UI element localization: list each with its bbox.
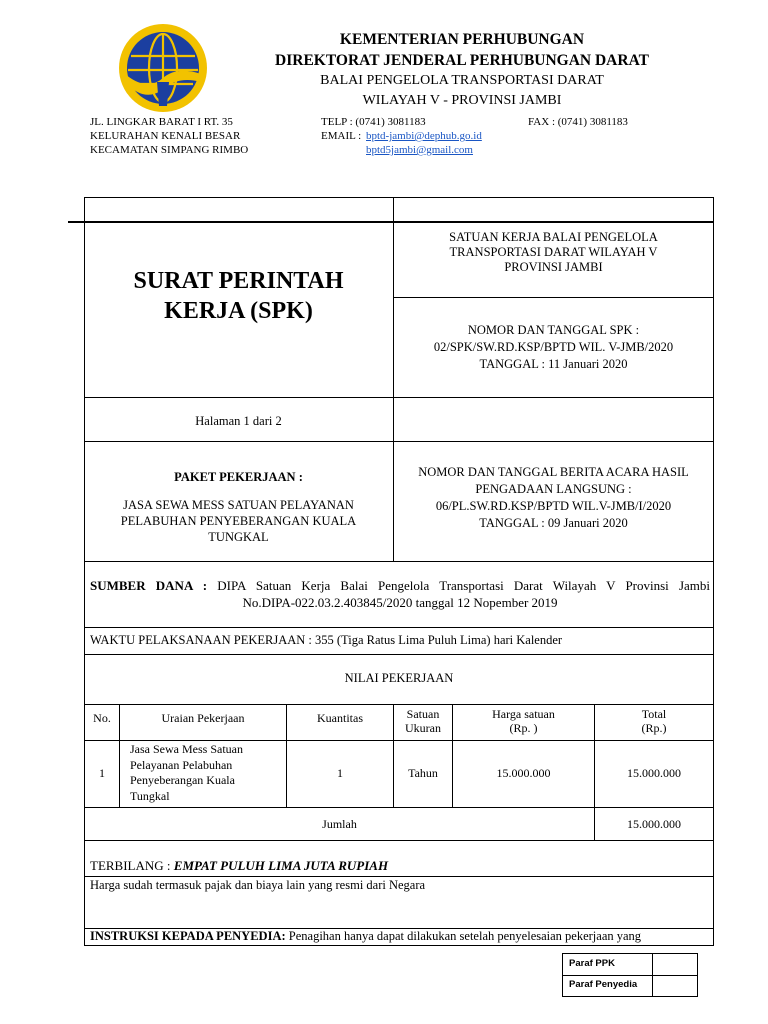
hline-945 — [84, 945, 714, 946]
frame-right — [713, 197, 714, 945]
telp: TELP : (0741) 3081183 — [321, 116, 426, 128]
jumlah-value: 15.000.000 — [627, 817, 681, 831]
region-name: WILAYAH V - PROVINSI JAMBI — [362, 93, 562, 108]
row-uraian-line: Pelayanan Pelabuhan — [130, 757, 233, 772]
satker-block — [395, 230, 712, 275]
fax: FAX : (0741) 3081183 — [528, 116, 628, 128]
sumber-dana — [90, 577, 710, 611]
row-harga: 15.000.000 — [496, 766, 551, 780]
spk-number: 02/SPK/SW.RD.KSP/BPTD WIL. V-JMB/2020 — [433, 340, 674, 354]
paraf-penyedia-label: Paraf Penyedia — [569, 979, 638, 990]
row-uraian-line: Penyeberangan Kuala — [130, 773, 235, 787]
paket-line: TUNGKAL — [208, 530, 269, 544]
ba-line: PENGADAAN LANGSUNG : — [475, 482, 632, 496]
hline-807 — [84, 807, 714, 808]
row-uraian-line: Jasa Sewa Mess Satuan — [130, 742, 243, 756]
address-line-2: KELURAHAN KENALI BESAR — [90, 130, 241, 142]
hline-876 — [84, 876, 714, 877]
ba-line: TANGGAL : 09 Januari 2020 — [479, 516, 628, 530]
satker-line: PROVINSI JAMBI — [504, 260, 603, 274]
instruksi-label: INSTRUKSI KEPADA PENYEDIA: — [90, 929, 286, 943]
th-total-line: (Rp.) — [641, 721, 667, 735]
paraf-box — [562, 953, 698, 997]
spk-title — [86, 266, 391, 326]
address-line-1: JL. LINGKAR BARAT I RT. 35 — [90, 116, 233, 128]
harga-note: Harga sudah termasuk pajak dan biaya lain yang resmi dari Negara — [90, 878, 426, 892]
th-total — [595, 707, 713, 735]
hline-840 — [84, 840, 714, 841]
ba-line: NOMOR DAN TANGGAL BERITA ACARA HASIL — [418, 465, 689, 479]
row-uraian-line: Tungkal — [130, 788, 170, 803]
hline-satker — [393, 297, 713, 298]
satker-line: SATUAN KERJA BALAI PENGELOLA — [449, 230, 658, 244]
paket-line: PELABUHAN PENYEBERANGAN KUALA — [120, 514, 357, 528]
spk-date: TANGGAL : 11 Januari 2020 — [479, 357, 628, 371]
ministry-logo — [117, 22, 209, 114]
sumber-dana-label: SUMBER DANA : — [90, 578, 208, 593]
hline-397 — [84, 397, 714, 398]
paket-block — [86, 497, 391, 545]
page-indicator: Halaman 1 dari 2 — [195, 414, 282, 428]
directorate-name: DIREKTORAT JENDERAL PERHUBUNGAN DARAT — [275, 52, 649, 69]
spk-number-label: NOMOR DAN TANGGAL SPK : — [467, 323, 640, 337]
hline-627 — [84, 627, 714, 628]
hline-441 — [84, 441, 714, 442]
hline-704 — [84, 704, 714, 705]
ba-line: 06/PL.SW.RD.KSP/BPTD WIL.V-JMB/I/2020 — [435, 499, 672, 513]
paraf-ppk-label: Paraf PPK — [569, 958, 615, 969]
hline-654 — [84, 654, 714, 655]
sumber-dana-text: DIPA Satuan Kerja Balai Pengelola Transportasi Darat Wilayah V Provinsi Jambi — [217, 578, 711, 593]
th-harga-line: (Rp. ) — [509, 721, 538, 735]
email-link-1[interactable]: bptd-jambi@dephub.go.id — [366, 130, 482, 142]
row-uraian — [130, 742, 285, 804]
row-total: 15.000.000 — [627, 766, 681, 780]
th-harga-line: Harga satuan — [492, 707, 555, 721]
col-split — [393, 197, 394, 561]
sumber-dana-dipa: No.DIPA-022.03.2.403845/2020 tanggal 12 Nopember 2019 — [242, 595, 558, 610]
hline-740 — [84, 740, 714, 741]
th-uraian: Uraian Pekerjaan — [161, 711, 245, 725]
row-kuantitas: 1 — [337, 766, 343, 780]
hline-561 — [84, 561, 714, 562]
th-satuan — [394, 707, 452, 735]
row-no: 1 — [99, 766, 105, 780]
email-link-2[interactable]: bptd5jambi@gmail.com — [366, 144, 473, 156]
terbilang — [90, 858, 710, 873]
frame-left — [84, 197, 85, 945]
terbilang-value: EMPAT PULUH LIMA JUTA RUPIAH — [173, 858, 389, 873]
office-name: BALAI PENGELOLA TRANSPORTASI DARAT — [320, 73, 604, 88]
email-label: EMAIL : — [321, 130, 362, 142]
waktu-pelaksanaan: WAKTU PELAKSANAAN PEKERJAAN : 355 (Tiga Ratus Lima Puluh Lima) hari Kalender — [90, 633, 563, 647]
paket-label: PAKET PEKERJAAN : — [174, 470, 303, 484]
paket-line: JASA SEWA MESS SATUAN PELAYANAN — [123, 498, 354, 512]
row-satuan: Tahun — [408, 766, 438, 780]
terbilang-label: TERBILANG : — [90, 858, 171, 873]
address-line-3: KECAMATAN SIMPANG RIMBO — [90, 144, 249, 156]
th-harga — [453, 707, 594, 735]
spk-title-line-1: SURAT PERINTAH — [133, 268, 344, 294]
th-total-line: Total — [641, 707, 667, 721]
nilai-title: NILAI PEKERJAAN — [344, 671, 454, 685]
satker-line: TRANSPORTASI DARAT WILAYAH V — [449, 245, 658, 259]
frame-top — [84, 197, 714, 198]
paraf-divider-h — [563, 975, 697, 976]
spk-number-block — [395, 322, 712, 373]
jumlah-label: Jumlah — [322, 817, 357, 831]
berita-acara-block — [395, 464, 712, 532]
ministry-name: KEMENTERIAN PERHUBUNGAN — [339, 31, 585, 48]
instruksi-text: Penagihan hanya dapat dilakukan setelah penyelesaian pekerjaan yang — [288, 929, 642, 943]
th-satuan-line: Satuan — [406, 707, 440, 721]
th-kuantitas: Kuantitas — [317, 711, 363, 725]
th-satuan-line: Ukuran — [405, 721, 441, 735]
th-no: No. — [93, 711, 111, 725]
instruksi — [90, 929, 712, 944]
spk-title-line-2: KERJA (SPK) — [164, 298, 313, 324]
header-rule — [68, 221, 714, 223]
